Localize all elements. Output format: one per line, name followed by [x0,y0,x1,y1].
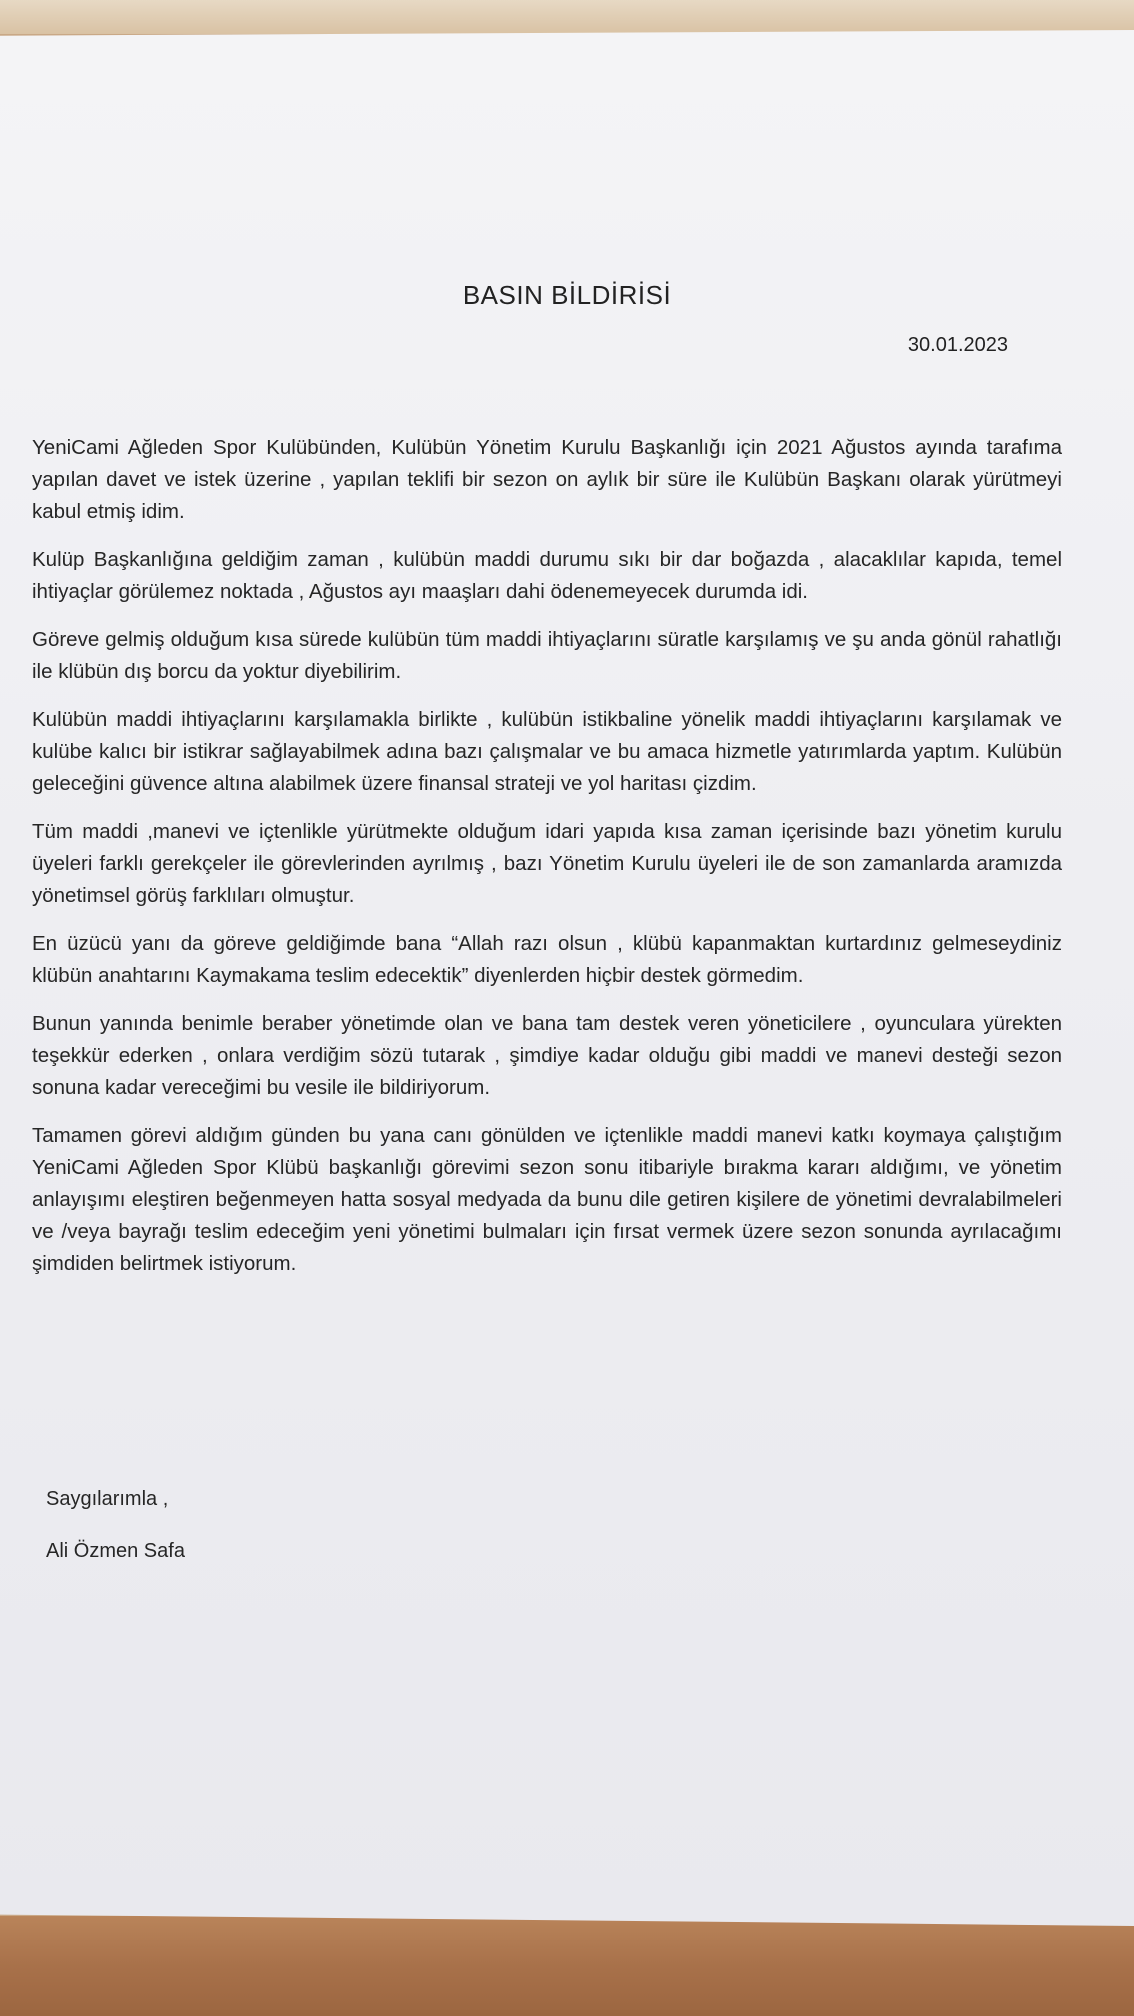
paragraph: Göreve gelmiş olduğum kısa sürede kulübün tüm maddi ihtiyaçlarını süratle karşılamış ve şu anda gönül rahatlığı ile klübün dış borcu da yoktur diyebilirim. [32,628,1062,683]
paragraph: Kulüp Başkanlığına geldiğim zaman , kulübün maddi durumu sıkı bir dar boğazda , alacaklılar kapıda, temel ihtiyaçlar görülemez noktada , Ağustos ayı maaşları dahi ödenemeyecek durumda idi. [32,548,1062,603]
paragraph: Tüm maddi ,manevi ve içtenlikle yürütmekte olduğum idari yapıda kısa zaman içerisinde bazı yönetim kurulu üyeleri farklı gerekçeler ile görevlerinden ayrılmış , bazı Yönetim Kurulu üyeleri ile de son zamanlarda aramızda yönetimsel görüş farklıları olmuştur. [32,820,1062,907]
signatory-name: Ali Özmen Safa [46,1540,185,1562]
closing-salutation: Saygılarımla , [46,1488,169,1510]
paragraph: Tamamen görevi aldığım günden bu yana canı gönülden ve içtenlikle maddi manevi katkı koymaya çalıştığım YeniCami Ağleden Spor Klübü başkanlığı görevimi sezon sonu itibariyle bırakma kararı aldığımı, ve yönetim anlayışımı eleştiren beğenmeyen hatta sosyal medyada da bunu dile getiren kişilere de yönetimi devralabilmeleri ve /veya bayrağı teslim edeceğim yeni yönetimi bulmaları için fırsat vermek üzere sezon sonunda ayrılacağımı şimdiden belirtmek istiyorum. [32,1124,1062,1275]
document-title: BASIN BİLDİRİSİ [462,280,672,310]
desk-surface-bottom [0,1916,1134,2016]
document-date: 30.01.2023 [907,334,1008,356]
document-body [32,432,1062,1296]
paragraph: En üzücü yanı da göreve geldiğimde bana “Allah razı olsun , klübü kapanmaktan kurtardınız gelmeseydiniz klübün anahtarını Kaymakama teslim edecektik” diyenlerden hiçbir destek görmedim. [32,932,1062,987]
desk-surface-top [0,0,1134,34]
paragraph: YeniCami Ağleden Spor Kulübünden, Kulübün Yönetim Kurulu Başkanlığı için 2021 Ağustos ayında tarafıma yapılan davet ve istek üzerine , yapılan teklifi bir sezon on aylık bir süre ile Kulübün Başkanı olarak yürütmeyi kabul etmiş idim. [32,436,1062,523]
paragraph: Kulübün maddi ihtiyaçlarını karşılamakla birlikte , kulübün istikbaline yönelik maddi ihtiyaçlarını karşılamak ve kulübe kalıcı bir istikrar sağlayabilmek adına bazı çalışmalar ve bu amaca hizmetle yatırımlarda yaptım. Kulübün geleceğini güvence altına alabilmek üzere finansal strateji ve yol haritası çizdim. [32,708,1062,795]
paragraph: Bunun yanında benimle beraber yönetimde olan ve bana tam destek veren yöneticilere , oyunculara yürekten teşekkür ederken , onlara verdiğim sözü tutarak , şimdiye kadar olduğu gibi maddi ve manevi desteği sezon sonuna kadar vereceğimi bu vesile ile bildiriyorum. [32,1012,1062,1099]
